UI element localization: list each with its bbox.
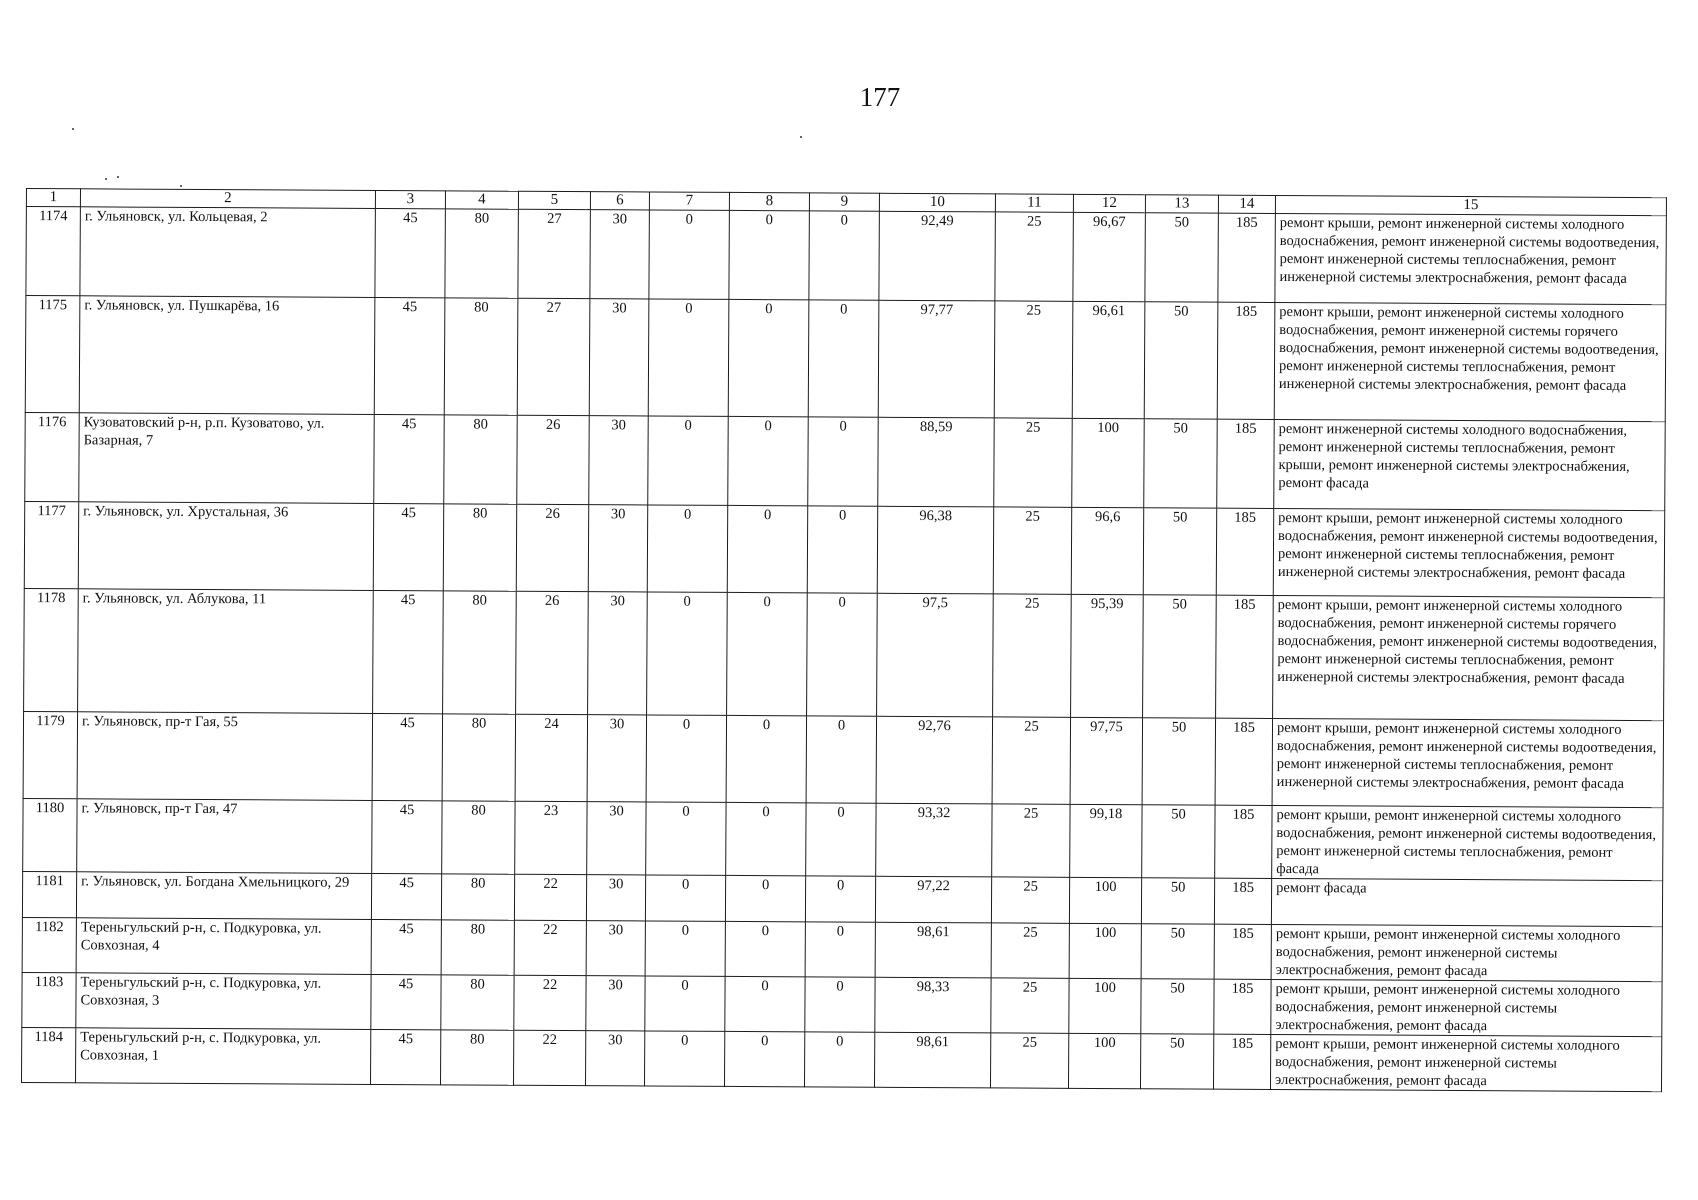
- address: г. Ульяновск, ул. Богдана Хмельницкого, 29: [76, 872, 371, 920]
- value-col-4: 80: [441, 874, 514, 920]
- value-col-14: 185: [1214, 924, 1271, 979]
- address: г. Ульяновск, ул. Кольцевая, 2: [80, 207, 375, 298]
- value-col-14: 185: [1215, 805, 1272, 878]
- value-col-6: 30: [588, 505, 647, 592]
- value-col-8: 0: [726, 715, 806, 802]
- value-col-5: 22: [514, 874, 586, 920]
- value-col-13: 50: [1141, 924, 1214, 979]
- value-col-9: 0: [807, 593, 878, 716]
- value-col-11: 25: [994, 301, 1073, 418]
- works-description: ремонт крыши, ремонт инженерной системы холодного водоснабжения, ремонт инженерной системы водоотведения, ремонт инженерной системы теплоснабжения, ремонт инженерной системы электроснабжения, ремонт фасада: [1273, 508, 1664, 597]
- column-header-8: 8: [729, 192, 809, 210]
- value-col-13: 50: [1142, 718, 1215, 805]
- value-col-12: 96,67: [1073, 212, 1145, 301]
- value-col-7: 0: [646, 802, 726, 875]
- value-col-13: 50: [1140, 1034, 1213, 1089]
- value-col-8: 0: [729, 210, 809, 299]
- value-col-4: 80: [440, 1030, 513, 1085]
- row-index: 1177: [24, 501, 78, 588]
- value-col-9: 0: [805, 876, 875, 922]
- value-col-3: 45: [375, 208, 445, 297]
- value-col-6: 30: [588, 592, 648, 715]
- address: Тереньгульский р-н, с. Подкуровка, ул. Совхозная, 1: [76, 1028, 371, 1085]
- row-index: 1182: [22, 917, 76, 972]
- works-description: ремонт крыши, ремонт инженерной системы холодного водоснабжения, ремонт инженерной системы водоотведения, ремонт инженерной системы теплоснабжения, ремонт фасада: [1272, 805, 1663, 880]
- value-col-13: 50: [1143, 595, 1217, 718]
- row-index: 1179: [23, 711, 77, 798]
- value-col-12: 100: [1069, 877, 1141, 923]
- value-col-4: 80: [445, 209, 518, 298]
- works-description: ремонт инженерной системы холодного водоснабжения, ремонт инженерной системы теплоснабжения, ремонт крыши, ремонт инженерной системы электроснабжения, ремонт фасада: [1274, 419, 1665, 510]
- value-col-8: 0: [725, 875, 805, 921]
- value-col-6: 30: [586, 875, 645, 921]
- value-col-3: 45: [374, 414, 444, 503]
- value-col-4: 80: [441, 920, 514, 975]
- value-col-3: 45: [373, 503, 443, 590]
- address: Тереньгульский р-н, с. Подкуровка, ул. Совхозная, 4: [76, 918, 371, 975]
- column-header-10: 10: [879, 193, 995, 212]
- value-col-12: 100: [1068, 1033, 1140, 1088]
- value-col-13: 50: [1144, 419, 1217, 508]
- value-col-14: 185: [1218, 213, 1275, 302]
- value-col-11: 25: [994, 418, 1072, 507]
- value-col-8: 0: [725, 976, 805, 1031]
- value-col-6: 30: [590, 210, 649, 299]
- scan-speck: [105, 178, 107, 180]
- value-col-10: 92,49: [879, 211, 995, 301]
- column-header-15: 15: [1275, 195, 1666, 215]
- value-col-10: 93,32: [876, 803, 992, 877]
- table-row: [23, 798, 1663, 880]
- value-col-4: 80: [442, 714, 515, 801]
- value-col-3: 45: [373, 590, 444, 713]
- value-col-6: 30: [589, 299, 649, 416]
- value-col-4: 80: [441, 975, 514, 1030]
- table-row: [22, 972, 1662, 1036]
- value-col-11: 25: [993, 507, 1071, 594]
- value-col-9: 0: [805, 922, 875, 977]
- value-col-8: 0: [724, 1031, 804, 1086]
- table-row: [22, 1027, 1662, 1091]
- value-col-12: 95,39: [1071, 594, 1144, 717]
- column-header-1: 1: [26, 189, 80, 207]
- row-index: 1175: [25, 296, 80, 413]
- value-col-7: 0: [645, 921, 725, 976]
- value-col-7: 0: [646, 715, 726, 802]
- works-description: ремонт крыши, ремонт инженерной системы холодного водоснабжения, ремонт инженерной системы электроснабжения, ремонт фасада: [1270, 1034, 1661, 1091]
- value-col-4: 80: [443, 504, 516, 591]
- column-header-7: 7: [649, 192, 729, 210]
- value-col-3: 45: [374, 297, 445, 414]
- works-description: ремонт крыши, ремонт инженерной системы холодного водоснабжения, ремонт инженерной системы электроснабжения, ремонт фасада: [1271, 924, 1662, 981]
- value-col-5: 23: [515, 801, 587, 874]
- value-col-3: 45: [372, 713, 442, 800]
- address: г. Ульяновск, ул. Хрустальная, 36: [78, 502, 373, 591]
- value-col-6: 30: [587, 715, 646, 802]
- value-col-10: 88,59: [878, 417, 994, 507]
- table-row: [25, 412, 1665, 510]
- value-col-13: 50: [1145, 213, 1218, 302]
- value-col-3: 45: [371, 873, 441, 919]
- value-col-12: 99,18: [1070, 804, 1142, 877]
- value-col-9: 0: [807, 506, 877, 593]
- value-col-9: 0: [806, 716, 876, 803]
- value-col-3: 45: [371, 974, 441, 1029]
- value-col-13: 50: [1142, 805, 1215, 878]
- value-col-3: 45: [370, 1029, 440, 1084]
- address: г. Ульяновск, пр-т Гая, 47: [77, 799, 372, 874]
- row-index: 1178: [24, 588, 79, 711]
- value-col-3: 45: [372, 800, 442, 873]
- value-col-8: 0: [727, 505, 807, 592]
- table-row: [23, 711, 1663, 807]
- registry-table: [21, 188, 1667, 1092]
- row-index: 1176: [25, 412, 79, 501]
- column-header-12: 12: [1073, 194, 1145, 212]
- value-col-6: 30: [586, 976, 645, 1031]
- value-col-6: 30: [589, 416, 648, 505]
- value-col-12: 100: [1069, 978, 1141, 1033]
- works-description: ремонт крыши, ремонт инженерной системы холодного водоснабжения, ремонт инженерной системы водоотведения, ремонт инженерной системы теплоснабжения, ремонт инженерной системы электроснабжения, ремонт фасада: [1272, 718, 1663, 807]
- registry-table-body: [22, 189, 1667, 1092]
- value-col-10: 97,77: [878, 300, 995, 418]
- value-col-12: 97,75: [1070, 717, 1142, 804]
- value-col-5: 22: [513, 1030, 585, 1085]
- value-col-11: 25: [993, 594, 1072, 717]
- value-col-5: 26: [516, 591, 589, 714]
- value-col-10: 98,61: [875, 922, 991, 978]
- value-col-13: 50: [1141, 878, 1214, 924]
- value-col-14: 185: [1216, 508, 1273, 595]
- value-col-8: 0: [728, 299, 809, 416]
- value-col-11: 25: [991, 877, 1069, 923]
- column-header-14: 14: [1218, 195, 1275, 213]
- value-col-11: 25: [992, 717, 1070, 804]
- column-header-5: 5: [518, 191, 590, 209]
- row-index: 1174: [26, 207, 80, 296]
- works-description: ремонт крыши, ремонт инженерной системы холодного водоснабжения, ремонт инженерной системы электроснабжения, ремонт фасада: [1271, 979, 1662, 1036]
- row-index: 1184: [22, 1027, 76, 1082]
- value-col-8: 0: [727, 592, 808, 715]
- value-col-14: 185: [1214, 979, 1271, 1034]
- address: г. Ульяновск, пр-т Гая, 55: [77, 712, 372, 801]
- value-col-7: 0: [645, 976, 725, 1031]
- value-col-14: 185: [1216, 595, 1274, 718]
- value-col-6: 30: [586, 921, 645, 976]
- value-col-7: 0: [648, 299, 729, 416]
- table-row: [25, 296, 1666, 422]
- value-col-5: 27: [518, 209, 590, 298]
- value-col-14: 185: [1217, 419, 1274, 508]
- value-col-14: 185: [1215, 718, 1272, 805]
- row-index: 1181: [22, 871, 76, 917]
- column-header-9: 9: [809, 193, 879, 211]
- value-col-11: 25: [991, 978, 1069, 1033]
- column-header-13: 13: [1145, 195, 1218, 213]
- value-col-14: 185: [1217, 302, 1275, 419]
- value-col-14: 185: [1214, 878, 1271, 924]
- value-col-8: 0: [726, 802, 806, 875]
- value-col-11: 25: [991, 923, 1069, 978]
- value-col-14: 185: [1213, 1034, 1270, 1089]
- value-col-10: 97,5: [877, 593, 994, 717]
- value-col-9: 0: [808, 417, 878, 506]
- value-col-7: 0: [645, 875, 725, 921]
- value-col-5: 27: [517, 298, 590, 415]
- address: г. Ульяновск, ул. Пушкарёва, 16: [79, 296, 375, 415]
- value-col-7: 0: [647, 505, 727, 592]
- value-col-5: 26: [516, 504, 588, 591]
- scan-speck: [800, 136, 802, 138]
- row-index: 1180: [23, 798, 77, 871]
- table-row: [24, 588, 1665, 720]
- value-col-12: 100: [1069, 923, 1141, 978]
- value-col-11: 25: [992, 804, 1070, 877]
- value-col-13: 50: [1143, 508, 1216, 595]
- value-col-4: 80: [442, 801, 515, 874]
- value-col-9: 0: [806, 803, 876, 876]
- scan-speck: [180, 185, 182, 187]
- value-col-12: 96,61: [1072, 301, 1145, 418]
- value-col-9: 0: [804, 1032, 874, 1087]
- value-col-10: 92,76: [876, 716, 992, 804]
- value-col-9: 0: [808, 300, 879, 417]
- value-col-4: 80: [444, 298, 518, 415]
- value-col-8: 0: [725, 921, 805, 976]
- value-col-12: 100: [1072, 418, 1144, 507]
- value-col-10: 98,61: [874, 1032, 990, 1088]
- value-col-6: 30: [587, 802, 646, 875]
- table-row: [22, 917, 1662, 981]
- value-col-7: 0: [647, 592, 728, 715]
- page-number: 177: [859, 82, 901, 112]
- value-col-9: 0: [805, 977, 875, 1032]
- value-col-11: 25: [995, 212, 1073, 301]
- works-description: ремонт фасада: [1271, 878, 1662, 926]
- value-col-7: 0: [648, 416, 728, 505]
- value-col-8: 0: [728, 416, 808, 505]
- table-row: [24, 501, 1664, 597]
- value-col-7: 0: [644, 1031, 724, 1086]
- scan-speck: [72, 128, 74, 130]
- value-col-7: 0: [649, 210, 729, 299]
- value-col-10: 96,38: [877, 506, 993, 594]
- value-col-4: 80: [444, 415, 517, 504]
- value-col-5: 22: [514, 920, 586, 975]
- value-col-11: 25: [990, 1033, 1068, 1088]
- value-col-12: 96,6: [1071, 507, 1143, 594]
- value-col-10: 97,22: [875, 876, 991, 923]
- value-col-10: 98,33: [875, 977, 991, 1033]
- value-col-5: 22: [514, 975, 586, 1030]
- value-col-3: 45: [371, 919, 441, 974]
- value-col-9: 0: [809, 211, 879, 300]
- column-header-4: 4: [445, 191, 518, 209]
- column-header-6: 6: [590, 192, 649, 210]
- row-index: 1183: [22, 972, 76, 1027]
- document-sheet: [21, 188, 1666, 1092]
- works-description: ремонт крыши, ремонт инженерной системы холодного водоснабжения, ремонт инженерной системы водоотведения, ремонт инженерной системы теплоснабжения, ремонт инженерной системы электроснабжения, ремонт фасада: [1275, 213, 1666, 304]
- value-col-13: 50: [1144, 302, 1218, 419]
- works-description: ремонт крыши, ремонт инженерной системы холодного водоснабжения, ремонт инженерной системы горячего водоснабжения, ремонт инженерной системы водоотведения, ремонт инженерной системы теплоснабжения, ремонт инженерной системы электроснабжения, ремонт фасада: [1273, 595, 1665, 720]
- column-header-11: 11: [995, 194, 1073, 212]
- table-row: [26, 207, 1666, 305]
- address: Кузоватовский р-н, р.п. Кузоватово, ул. Базарная, 7: [79, 413, 374, 504]
- value-col-13: 50: [1141, 979, 1214, 1034]
- value-col-6: 30: [585, 1031, 644, 1086]
- value-col-5: 24: [515, 714, 587, 801]
- scan-speck: [117, 176, 119, 178]
- column-header-3: 3: [375, 190, 445, 208]
- address: Тереньгульский р-н, с. Подкуровка, ул. Совхозная, 3: [76, 973, 371, 1030]
- value-col-5: 26: [517, 415, 589, 504]
- value-col-4: 80: [443, 591, 517, 714]
- address: г. Ульяновск, ул. Аблукова, 11: [78, 589, 374, 714]
- works-description: ремонт крыши, ремонт инженерной системы холодного водоснабжения, ремонт инженерной системы горячего водоснабжения, ремонт инженерной системы водоотведения, ремонт инженерной системы теплоснабжения, ремонт инженерной системы электроснабжения, ремонт фасада: [1274, 302, 1666, 421]
- column-header-2: 2: [80, 189, 375, 209]
